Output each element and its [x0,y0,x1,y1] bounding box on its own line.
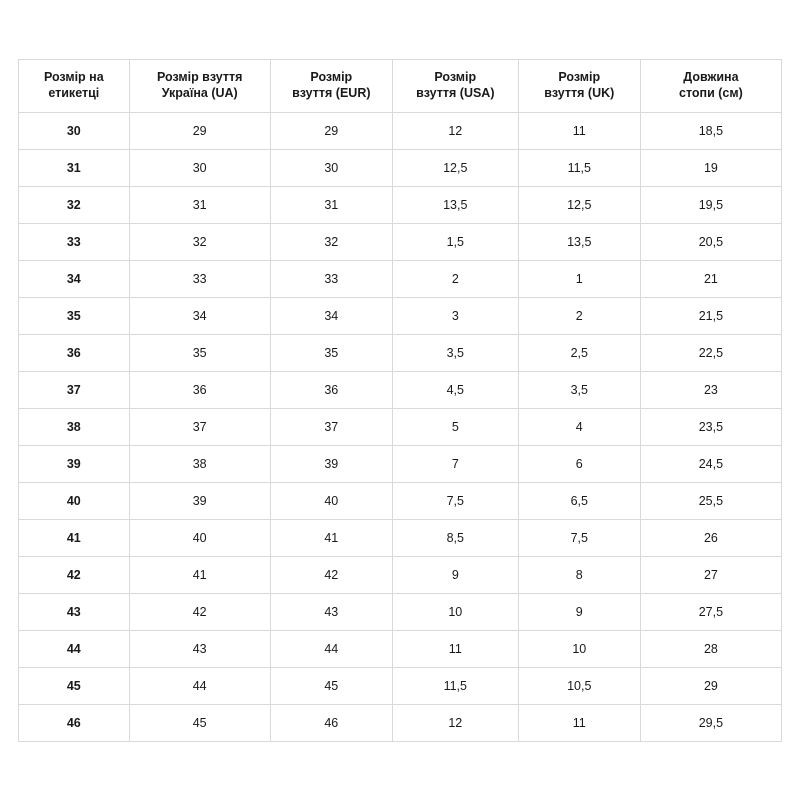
cell-size-eur: 36 [270,371,392,408]
cell-size-eur: 46 [270,704,392,741]
cell-foot-length: 24,5 [640,445,781,482]
table-row [19,593,782,630]
cell-size-usa: 11,5 [392,667,518,704]
cell-size-usa: 12 [392,112,518,149]
table-row [19,297,782,334]
cell-size-usa: 12 [392,704,518,741]
cell-size-ua: 40 [129,519,270,556]
cell-size-ua: 33 [129,260,270,297]
cell-foot-length: 23,5 [640,408,781,445]
cell-label-size: 45 [19,667,130,704]
column-header-size-ua [129,59,270,112]
cell-size-uk: 10 [518,630,640,667]
column-header-line: взуття (UK) [544,85,615,100]
cell-size-ua: 38 [129,445,270,482]
table-row [19,112,782,149]
cell-size-uk: 11,5 [518,149,640,186]
cell-size-uk: 12,5 [518,186,640,223]
cell-size-eur: 37 [270,408,392,445]
cell-size-uk: 11 [518,112,640,149]
cell-label-size: 31 [19,149,130,186]
shoe-size-table [18,59,782,742]
cell-size-usa: 13,5 [392,186,518,223]
column-header-label-size [19,59,130,112]
column-header-line: Розмір [558,69,601,84]
cell-size-ua: 32 [129,223,270,260]
table-row [19,482,782,519]
cell-size-eur: 30 [270,149,392,186]
cell-size-ua: 31 [129,186,270,223]
table-row [19,223,782,260]
cell-size-usa: 1,5 [392,223,518,260]
cell-size-ua: 35 [129,334,270,371]
cell-size-ua: 36 [129,371,270,408]
table-row [19,519,782,556]
cell-foot-length: 26 [640,519,781,556]
cell-label-size: 43 [19,593,130,630]
cell-foot-length: 19,5 [640,186,781,223]
cell-size-ua: 41 [129,556,270,593]
table-row [19,667,782,704]
cell-foot-length: 29,5 [640,704,781,741]
cell-label-size: 38 [19,408,130,445]
table-row [19,556,782,593]
cell-size-eur: 44 [270,630,392,667]
cell-size-uk: 3,5 [518,371,640,408]
cell-size-uk: 7,5 [518,519,640,556]
cell-size-usa: 12,5 [392,149,518,186]
cell-size-usa: 11 [392,630,518,667]
cell-size-uk: 10,5 [518,667,640,704]
cell-size-eur: 45 [270,667,392,704]
cell-size-usa: 8,5 [392,519,518,556]
cell-size-usa: 3 [392,297,518,334]
cell-label-size: 30 [19,112,130,149]
cell-size-ua: 39 [129,482,270,519]
table-row [19,630,782,667]
cell-size-uk: 13,5 [518,223,640,260]
cell-label-size: 41 [19,519,130,556]
cell-label-size: 37 [19,371,130,408]
cell-label-size: 46 [19,704,130,741]
cell-label-size: 33 [19,223,130,260]
cell-size-eur: 34 [270,297,392,334]
column-header-line: Розмір на [43,69,104,84]
cell-label-size: 32 [19,186,130,223]
cell-size-eur: 33 [270,260,392,297]
cell-label-size: 34 [19,260,130,297]
cell-size-eur: 32 [270,223,392,260]
cell-size-usa: 7 [392,445,518,482]
table-row [19,334,782,371]
cell-size-ua: 34 [129,297,270,334]
cell-size-eur: 35 [270,334,392,371]
cell-label-size: 40 [19,482,130,519]
column-header-line: Розмір взуття [156,69,243,84]
cell-foot-length: 27 [640,556,781,593]
cell-size-usa: 7,5 [392,482,518,519]
cell-size-eur: 42 [270,556,392,593]
cell-size-ua: 29 [129,112,270,149]
table-row [19,371,782,408]
size-chart-container [18,59,782,742]
cell-size-usa: 5 [392,408,518,445]
column-header-line: Довжина [683,69,739,84]
column-header-line: взуття (EUR) [292,85,371,100]
cell-label-size: 44 [19,630,130,667]
cell-size-ua: 42 [129,593,270,630]
cell-foot-length: 27,5 [640,593,781,630]
table-row [19,186,782,223]
table-row [19,149,782,186]
cell-size-eur: 41 [270,519,392,556]
cell-foot-length: 19 [640,149,781,186]
cell-foot-length: 20,5 [640,223,781,260]
cell-size-usa: 10 [392,593,518,630]
column-header-line: Розмір [434,69,477,84]
cell-size-ua: 37 [129,408,270,445]
cell-size-eur: 43 [270,593,392,630]
column-header-size-eur [270,59,392,112]
cell-size-usa: 3,5 [392,334,518,371]
cell-size-uk: 11 [518,704,640,741]
cell-foot-length: 22,5 [640,334,781,371]
cell-size-ua: 45 [129,704,270,741]
cell-size-uk: 2 [518,297,640,334]
cell-size-usa: 4,5 [392,371,518,408]
cell-size-usa: 9 [392,556,518,593]
cell-size-ua: 44 [129,667,270,704]
table-body [19,112,782,741]
column-header-line: Розмір [310,69,353,84]
cell-size-uk: 1 [518,260,640,297]
cell-foot-length: 18,5 [640,112,781,149]
table-row [19,408,782,445]
table-row [19,445,782,482]
cell-size-eur: 31 [270,186,392,223]
column-header-foot-length [640,59,781,112]
cell-size-uk: 6,5 [518,482,640,519]
cell-size-ua: 30 [129,149,270,186]
cell-size-uk: 9 [518,593,640,630]
table-header-row [19,59,782,112]
table-header [19,59,782,112]
cell-foot-length: 21,5 [640,297,781,334]
cell-foot-length: 29 [640,667,781,704]
cell-size-uk: 4 [518,408,640,445]
column-header-line: Україна (UA) [161,85,238,100]
cell-size-eur: 40 [270,482,392,519]
cell-size-uk: 2,5 [518,334,640,371]
cell-size-eur: 39 [270,445,392,482]
column-header-line: стопи (см) [679,85,743,100]
cell-size-ua: 43 [129,630,270,667]
cell-foot-length: 25,5 [640,482,781,519]
column-header-size-usa [392,59,518,112]
column-header-size-uk [518,59,640,112]
cell-label-size: 35 [19,297,130,334]
column-header-line: взуття (USA) [416,85,495,100]
cell-size-uk: 8 [518,556,640,593]
cell-foot-length: 23 [640,371,781,408]
table-row [19,704,782,741]
cell-size-eur: 29 [270,112,392,149]
cell-size-usa: 2 [392,260,518,297]
cell-size-uk: 6 [518,445,640,482]
table-row [19,260,782,297]
column-header-line: етикетці [48,85,100,100]
cell-label-size: 42 [19,556,130,593]
cell-foot-length: 21 [640,260,781,297]
cell-foot-length: 28 [640,630,781,667]
cell-label-size: 39 [19,445,130,482]
cell-label-size: 36 [19,334,130,371]
